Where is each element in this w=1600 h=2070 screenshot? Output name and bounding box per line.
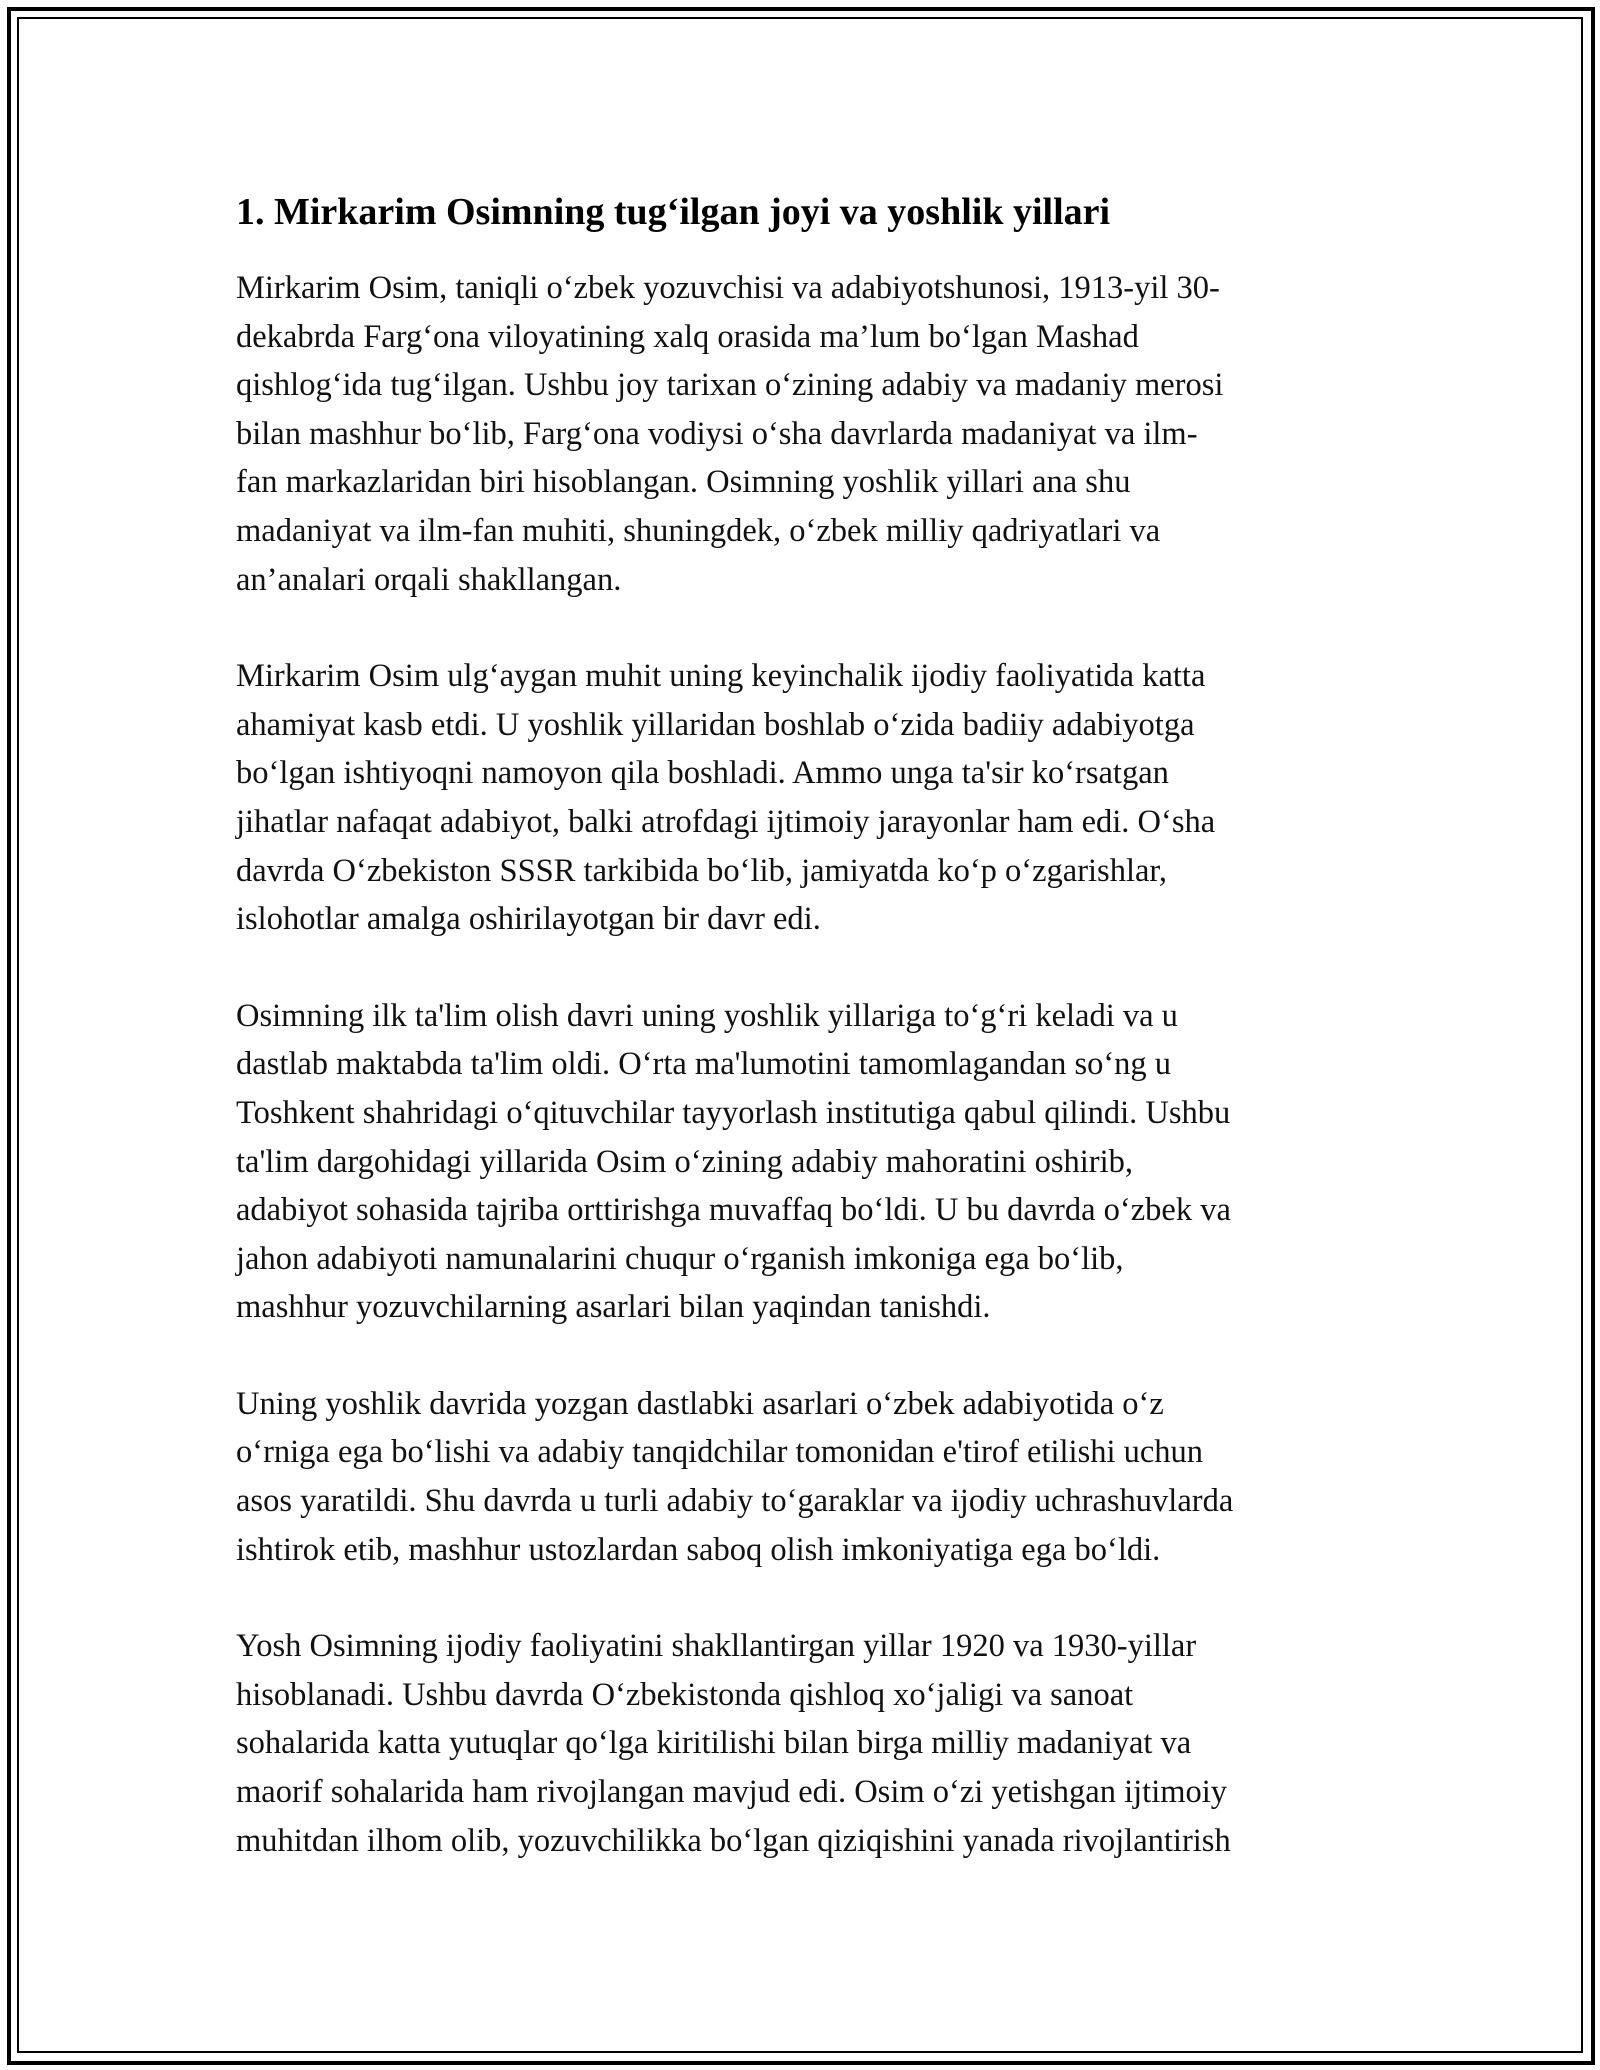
- text-line: madaniyat va ilm-fan muhiti, shuningdek, o‘zbek milliy qadriyatlari va: [236, 512, 1161, 549]
- text-line: muhitdan ilhom olib, yozuvchilikka bo‘lgan qiziqishini yanada rivojlantirish: [236, 1822, 1231, 1859]
- text-line: adabiyot sohasida tajriba orttirishga muvaffaq bo‘ldi. U bu davrda o‘zbek va: [236, 1192, 1231, 1229]
- text-line: davrda O‘zbekiston SSSR tarkibida bo‘lib, jamiyatda ko‘p o‘zgarishlar,: [236, 852, 1168, 889]
- text-line: Mirkarim Osim ulg‘aygan muhit uning keyinchalik ijodiy faoliyatida katta: [236, 658, 1206, 695]
- paragraphs-container: [236, 264, 1366, 1865]
- text-line: jihatlar nafaqat adabiyot, balki atrofdagi ijtimoiy jarayonlar ham edi. O‘sha: [236, 803, 1216, 840]
- paragraph-5: [236, 1622, 1366, 1865]
- text-line: islohotlar amalga oshirilayotgan bir davr edi.: [236, 901, 821, 938]
- text-line: Osimning ilk ta'lim olish davri uning yoshlik yillariga to‘g‘ri keladi va u: [236, 997, 1178, 1034]
- text-line: fan markazlaridan biri hisoblangan. Osimning yoshlik yillari ana shu: [236, 464, 1131, 501]
- text-line: dastlab maktabda ta'lim oldi. O‘rta ma'lumotini tamomlagandan so‘ng u: [236, 1046, 1172, 1083]
- text-line: Yosh Osimning ijodiy faoliyatini shakllantirgan yillar 1920 va 1930-yillar: [236, 1628, 1197, 1665]
- text-line: ahamiyat kasb etdi. U yoshlik yillaridan boshlab o‘zida badiiy adabiyotga: [236, 706, 1195, 743]
- paragraph-1: [236, 264, 1366, 604]
- text-line: dekabrda Farg‘ona viloyatining xalq orasida ma’lum bo‘lgan Mashad: [236, 318, 1139, 355]
- text-line: ta'lim dargohidagi yillarida Osim o‘zining adabiy mahoratini oshirib,: [236, 1143, 1134, 1180]
- text-line: an’analari orqali shakllangan.: [236, 561, 622, 598]
- text-line: bo‘lgan ishtiyoqni namoyon qila boshladi. Ammo unga ta'sir ko‘rsatgan: [236, 755, 1169, 792]
- text-line: Toshkent shahridagi o‘qituvchilar tayyorlash institutiga qabul qilindi. Ushbu: [236, 1094, 1231, 1131]
- paragraph-3: [236, 992, 1366, 1332]
- text-line: jahon adabiyoti namunalarini chuqur o‘rganish imkoniga ega bo‘lib,: [236, 1240, 1124, 1277]
- text-line: ishtirok etib, mashhur ustozlardan saboq olish imkoniyatiga ega bo‘ldi.: [236, 1531, 1161, 1568]
- paragraph-2: [236, 652, 1366, 944]
- text-line: bilan mashhur bo‘lib, Farg‘ona vodiysi o‘sha davrlarda madaniyat va ilm-: [236, 415, 1198, 452]
- text-line: Uning yoshlik davrida yozgan dastlabki asarlari o‘zbek adabiyotida o‘z: [236, 1385, 1164, 1422]
- text-line: mashhur yozuvchilarning asarlari bilan yaqindan tanishdi.: [236, 1289, 991, 1326]
- text-line: o‘rniga ega bo‘lishi va adabiy tanqidchilar tomonidan e'tirof etilishi uchun: [236, 1434, 1204, 1471]
- text-line: Mirkarim Osim, taniqli o‘zbek yozuvchisi va adabiyotshunosi, 1913-yil 30-: [236, 270, 1220, 306]
- text-line: asos yaratildi. Shu davrda u turli adabiy to‘garaklar va ijodiy uchrashuvlarda: [236, 1483, 1234, 1520]
- text-line: hisoblanadi. Ushbu davrda O‘zbekistonda qishloq xo‘jaligi va sanoat: [236, 1676, 1134, 1713]
- paragraph-4: [236, 1380, 1366, 1574]
- text-line: sohalarida katta yutuqlar qo‘lga kiritilishi bilan birga milliy madaniyat va: [236, 1725, 1192, 1762]
- text-line: qishlog‘ida tug‘ilgan. Ushbu joy tarixan o‘zining adabiy va madaniy merosi: [236, 367, 1224, 404]
- text-line: maorif sohalarida ham rivojlangan mavjud edi. Osim o‘zi yetishgan ijtimoiy: [236, 1774, 1228, 1811]
- section-heading: 1. Mirkarim Osimning tug‘ilgan joyi va yoshlik yillari: [236, 191, 1111, 233]
- document-body: [236, 184, 1366, 1865]
